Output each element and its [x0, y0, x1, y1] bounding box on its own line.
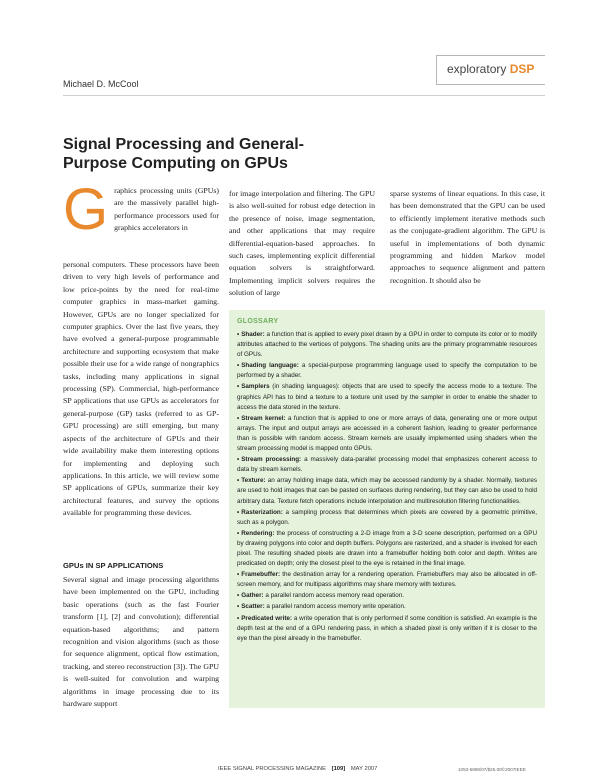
glossary-definition: a function that is applied to every pixel drawn by a GPU in order to compute its color or to modify attributes attached to the vertices of polygons. The shading units are the primary programmable resources of GPUs. — [237, 331, 537, 359]
bullet-icon: • — [237, 362, 240, 370]
intro-paragraph-start — [63, 177, 219, 242]
glossary-term: Stream processing: — [241, 456, 302, 464]
glossary-term: Rendering: — [241, 529, 275, 537]
glossary-item — [237, 476, 537, 506]
glossary-definition: a function that is applied to one or more arrays of data, generating one or more output arrays. The input and output arrays are accessed in a coherent fashion, leading to greater performance than is possible with random access. Stream kernels are usually implemented using shaders when the stream processing model is mapped onto GPUs. — [237, 414, 537, 453]
glossary-term: Rasterization: — [241, 508, 283, 516]
glossary-definition: a parallel random access memory read operation. — [263, 592, 404, 600]
section-heading: GPUs IN SP APPLICATIONS — [63, 561, 164, 570]
bullet-icon: • — [237, 331, 240, 338]
glossary-term: Predicated write: — [241, 614, 293, 622]
glossary-term: Shading language: — [241, 362, 299, 370]
intro-first-lines: raphics processing units (GPUs) are the massively parallel high-performance processors used for graphics accelerators in — [114, 186, 219, 233]
section-paragraph: Several signal and image processing algorithms have been implemented on the GPU, including basic operations (such as the fast Fourier transform [1], [2] and convolution); differential equation-based algorithms; and pattern recognition and vision algorithms (such as those for sequence alignment, optical flow estimation, tracking, and stereo reconstruction [3]). The GPU is well-suited for convolution and warping algorithms in image processing due to its hardware support — [63, 575, 219, 709]
glossary-term: Gather: — [241, 592, 264, 600]
bullet-icon: • — [237, 508, 240, 516]
glossary-definition: a sampling process that determines which pixels are covered by a geometric primitive, such as a polygon. — [237, 508, 537, 526]
glossary-title: GLOSSARY — [237, 318, 279, 325]
section-tag — [436, 55, 545, 85]
author-name: Michael D. McCool — [63, 79, 139, 89]
bullet-icon: • — [237, 603, 240, 611]
glossary-definition: an array holding image data, which may be accessed randomly by a shader. Normally, textures are used to hold images that can be pasted on surfaces during rendering, but they can also be used to hold arbitrary data. Texture fetch operations include interpolation and multiresolution filtering functionalities. — [237, 477, 537, 505]
bullet-icon: • — [237, 477, 240, 485]
bullet-icon: • — [237, 383, 240, 391]
footer-page-number: [109] — [331, 766, 346, 772]
glossary-item — [237, 382, 537, 412]
bullet-icon: • — [237, 414, 240, 422]
footer-issn: 1053-5888/07/$25.00©2007IEEE — [458, 767, 526, 772]
article-title: Signal Processing and General-Purpose Computing on GPUs — [63, 136, 304, 172]
bullet-icon: • — [237, 571, 240, 579]
bullet-icon: • — [237, 592, 240, 600]
column-2-text: for image interpolation and filtering. The GPU is also well-suited for robust edge detection in the presence of noise, image segmentation, and other applications that may require differential-equation-based approaches. In such cases, implementing explicit differential equation solvers is straightforward. Implementing implicit solvers requires the solution of large — [229, 189, 375, 298]
glossary-item — [237, 455, 537, 475]
glossary-definition: a parallel random access memory write operation. — [264, 603, 406, 611]
glossary-item — [237, 602, 537, 612]
glossary-item — [237, 508, 537, 528]
glossary-definition: (in shading languages): objects that are used to specify the access mode to a texture. The graphics API has to bind a texture to a texture unit used by the sampler in order to enable the shader to access the data stored in the texture. — [237, 383, 537, 411]
glossary-term: Stream kernel: — [241, 414, 286, 422]
glossary-definition: a massively data-parallel processing model that emphasizes coherent access to data by stream kernels. — [237, 456, 538, 474]
glossary-item — [237, 614, 537, 644]
glossary-definition: a write operation that is only performed if some condition is satisfied. An example is the depth test at the end of a GPU rendering pass, in which a shaded pixel is only written if it is closer to the eye than the pixel already in the framebuffer. — [237, 614, 537, 642]
glossary-item — [237, 591, 537, 601]
glossary-item — [237, 414, 537, 454]
glossary-box — [229, 310, 545, 708]
section-tag-accent: DSP — [509, 62, 535, 76]
page-footer — [218, 766, 377, 772]
glossary-item — [237, 361, 537, 381]
glossary-term: Scatter: — [241, 603, 265, 611]
bullet-icon: • — [237, 456, 240, 464]
footer-magazine: IEEE SIGNAL PROCESSING MAGAZINE — [218, 766, 327, 772]
header-divider — [63, 95, 545, 96]
intro-paragraph: personal computers. These processors have been driven to very high levels of performance and low price-points by the need for real-time computer graphics in mass-market gaming. However, GPUs are no longer specialized for computer graphics. Over the last five years, they have evolved a general-purpose programmable architecture and supporting ecosystem that make possible their use for a wide range of nongraphics tasks, including many applications in signal processing (SP). Commercial, high-performance SP applications that use GPUs as accelerators for general-purpose (GP) tasks (referred to as GP-GPU processing) are still emerging, but many aspects of the architecture of GPUs and their wide availability make them interesting options for implementing and deploying such applications. In this article, we will review some SP applications of GPUs, summarize their key architectural features, and survey the options available for programming these devices. — [63, 260, 219, 518]
glossary-item — [237, 529, 537, 569]
glossary-term: Shader: — [241, 331, 265, 338]
bullet-icon: • — [237, 614, 240, 622]
glossary-term: Framebuffer: — [241, 571, 281, 579]
column-3-text: sparse systems of linear equations. In this case, it has been demonstrated that the GPU can be used to efficiently implement iterative methods such as the conjugate-gradient algorithm. The GPU is useful in implementations of both dynamic programming and hidden Markov model approaches to sequence alignment and pattern recognition. It should also be — [390, 189, 545, 285]
glossary-list — [237, 330, 537, 645]
glossary-term: Samplers — [241, 383, 270, 391]
glossary-definition: the process of constructing a 2-D image from a 3-D scene description, performed on a GPU by drawing polygons into color and depth buffers. Polygons are rasterized, and a shader is invoked for each pixel. The resulting shaded pixels are drawn into a framebuffer holding both color and depth. Writes are predicated on depth; only the closest pixel to the eye is retained in the final image. — [237, 529, 537, 568]
glossary-item — [237, 330, 537, 360]
glossary-term: Texture: — [241, 477, 266, 485]
glossary-definition: a special-purpose programming language used to specify the computation to be performed by a shader. — [237, 362, 538, 380]
glossary-item — [237, 570, 537, 590]
bullet-icon: • — [237, 529, 240, 537]
drop-cap: G — [63, 177, 109, 242]
glossary-definition: the destination array for a rendering operation. Framebuffers may also be allocated in off-screen memory, and for multipass algorithms may share memory with textures. — [237, 571, 537, 589]
section-tag-main: exploratory — [447, 62, 507, 76]
footer-date: MAY 2007 — [350, 766, 378, 772]
